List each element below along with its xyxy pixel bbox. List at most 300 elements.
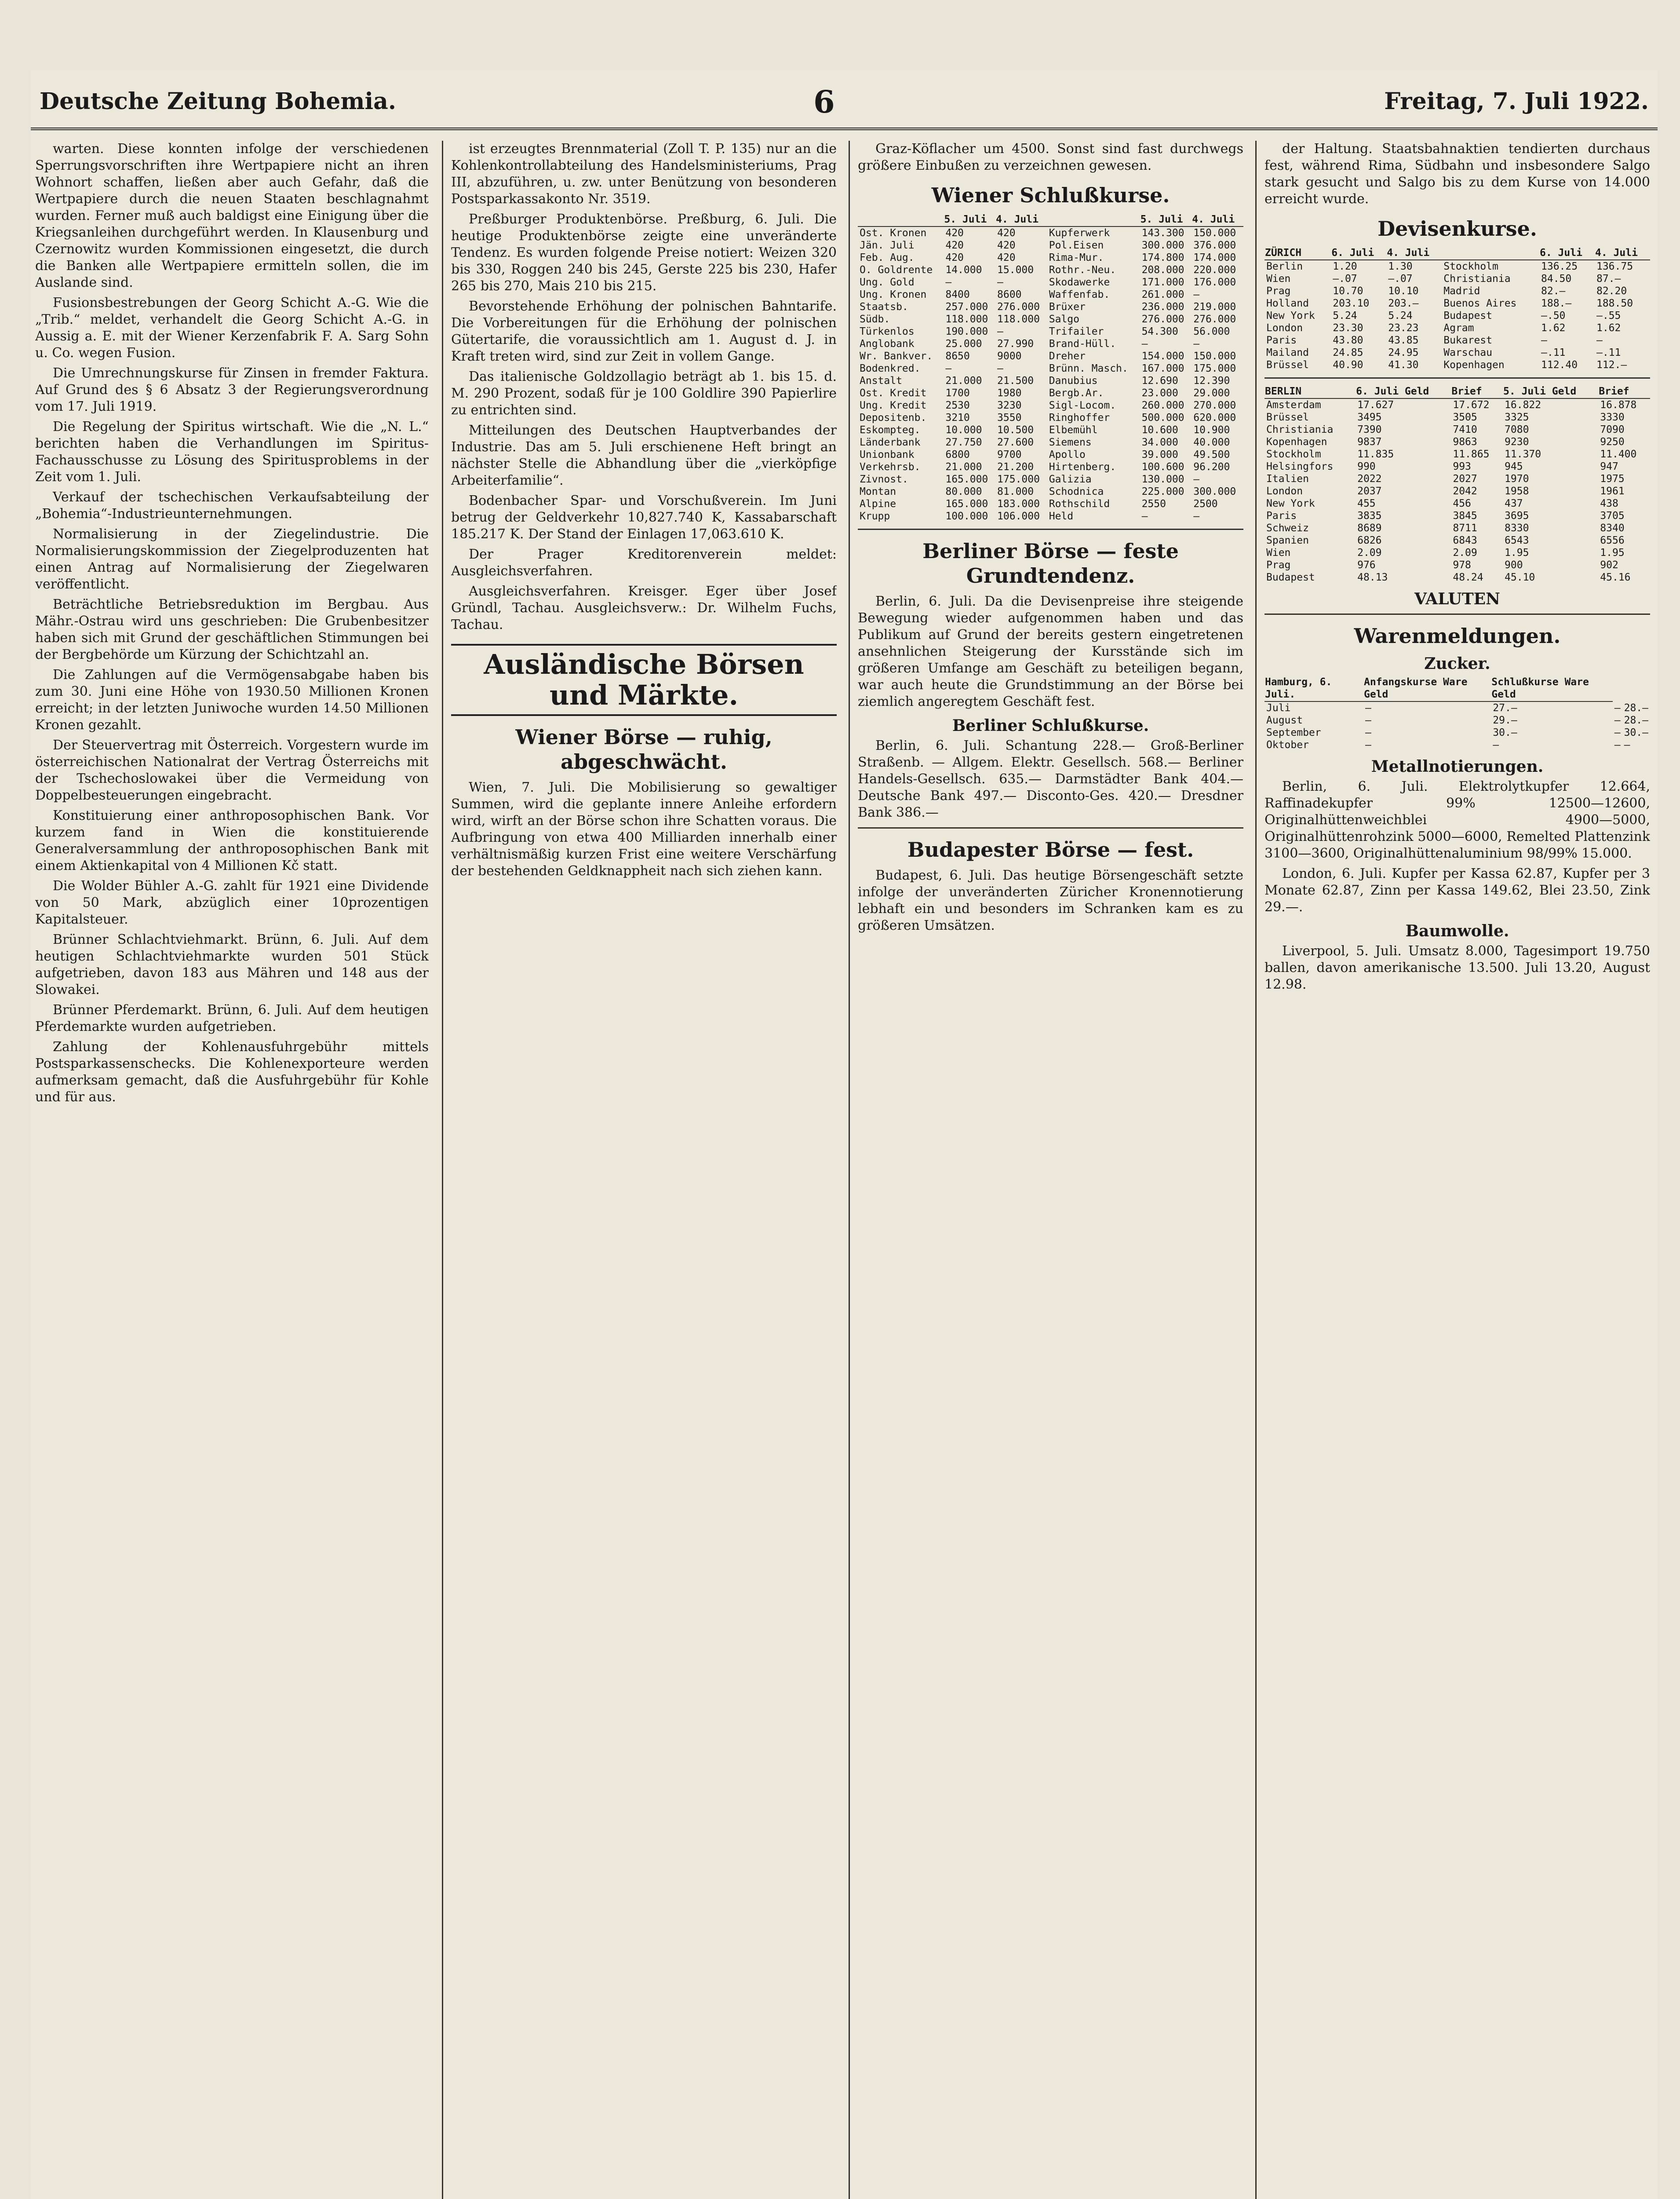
table-cell: 17.672 [1453, 399, 1490, 411]
table-cell: —.11 [1541, 347, 1566, 358]
table-row [858, 473, 1243, 486]
table-cell: 165.000 [945, 498, 988, 510]
table-cell: 900 [1505, 559, 1523, 571]
table-cell: 29.— [1493, 715, 1517, 726]
table-cell: 39.000 [1141, 449, 1178, 460]
table-cell: Elbemühl [1049, 424, 1098, 436]
table-cell: 2.09 [1357, 547, 1382, 559]
table-cell: 10.500 [997, 424, 1034, 436]
table-cell: 23.000 [1141, 387, 1178, 399]
table-row [1265, 273, 1650, 285]
cotton-label: Baumwolle. [1405, 922, 1509, 940]
article-paragraph: Normalisierung in der Ziegelindustrie. Die Normalisierungskommission der Ziegelproduzenten hat einen Antrag auf Normalisierung der Ziegelwaren veröffentlicht. [35, 526, 429, 592]
table-cell: 1975 [1600, 473, 1625, 485]
table-cell: September [1266, 727, 1321, 738]
table-cell: 203.— [1388, 298, 1419, 309]
table-cell: — [1493, 739, 1499, 751]
table-cell: 6843 [1453, 535, 1477, 546]
table-cell: Brüssel [1266, 359, 1309, 371]
table-cell: 9837 [1357, 436, 1382, 448]
table-header-cell: 5. Juli [1140, 213, 1192, 226]
table-cell: Brüxer [1049, 301, 1086, 313]
table-cell: 21.500 [997, 375, 1034, 387]
table-cell: 45.10 [1505, 572, 1535, 583]
table-cell: 276.000 [997, 301, 1040, 313]
table-cell: 176.000 [1193, 277, 1236, 288]
metals-berlin-report: Berlin, 6. Juli. Elektrolytkupfer 12.664, Raffinadekupfer 99% 12500—12600, Originalhüttenweichblei 4900—5000, Originalhüttenrohzink 5000—6000, Remelted Plattenzink 3100—3600, Originalhüttenaluminium 98/99% 15.000. [1265, 779, 1650, 861]
article-paragraph: Verkauf der tschechischen Verkaufsabteilung der „Bohemia“-Industrieunternehmungen. [35, 489, 429, 522]
table-cell: Kopenhagen [1266, 436, 1327, 448]
table-cell: 3495 [1357, 412, 1382, 423]
table-header-cell: 5. Juli Geld [1503, 385, 1598, 398]
table-cell: Kopenhagen [1443, 359, 1505, 371]
table-row [1265, 547, 1650, 559]
table-row [1265, 714, 1650, 727]
issue-date: Freitag, 7. Juli 1922. [1384, 88, 1649, 115]
table-row [858, 313, 1243, 325]
table-cell: 5.24 [1333, 310, 1357, 321]
table-row [858, 449, 1243, 461]
table-cell: Budapest [1443, 310, 1492, 321]
table-cell: — [1614, 715, 1621, 726]
table-cell: 27.600 [997, 437, 1034, 448]
table-cell: 2550 [1141, 498, 1166, 510]
table-cell: Amsterdam [1266, 399, 1321, 411]
table-cell: 3835 [1357, 510, 1382, 522]
table-cell: — [1141, 511, 1148, 522]
table-row [858, 362, 1243, 375]
table-cell: 84.50 [1541, 273, 1572, 285]
berlin-closing-report: Berlin, 6. Juli. Schantung 228.— Groß-Berliner Straßenb. — Allgem. Elektr. Gesellsch. 568.— Berliner Handels-Gesellsch. 635.— Darmstädter Bank 404.— Deutsche Bank 497.— Disconto-Ges. 420.— Dresdner Bank 386.— [858, 738, 1243, 820]
table-header-cell: 4. Juli [1192, 213, 1243, 226]
table-cell: 2037 [1357, 486, 1382, 497]
table-cell: 276.000 [1193, 314, 1236, 325]
table-cell: — [1193, 289, 1200, 300]
table-cell: Waffenfab. [1049, 289, 1110, 300]
table-cell: — [1193, 511, 1200, 522]
table-cell: — [1624, 739, 1630, 751]
table-cell: Jän. Juli [860, 240, 915, 251]
market-report-continued: Graz-Köflacher um 4500. Sonst sind fast durchwegs größere Einbußen zu verzeichnen gewesen. [858, 141, 1243, 173]
table-header-cell [1442, 246, 1539, 260]
table-cell: 11.400 [1600, 449, 1637, 460]
table-row [1265, 739, 1650, 751]
table-header-cell [1047, 213, 1140, 226]
table-cell: 420 [997, 252, 1016, 263]
metals-label: Metallnotierungen. [1371, 757, 1544, 776]
table-cell: 1.30 [1388, 261, 1413, 272]
table-cell: Türkenlos [860, 326, 915, 337]
article-paragraph: Brünner Schlachtviehmarkt. Brünn, 6. Juli. Auf dem heutigen Schlachtviehmarkte wurden 501 Stück aufgetrieben, davon 183 aus Mähren und 148 aus der Slowakei. [35, 932, 429, 997]
table-cell: Depositenb. [860, 412, 927, 424]
table-cell: 27.750 [945, 437, 982, 448]
table-header-cell: 6. Juli Geld [1356, 385, 1451, 398]
table-cell: 9250 [1600, 436, 1625, 448]
table-cell: 14.000 [945, 264, 982, 276]
table-cell: Ung. Gold [860, 277, 915, 288]
table-cell: 220.000 [1193, 264, 1236, 276]
table-cell: 43.85 [1388, 335, 1419, 346]
table-cell: 118.000 [997, 314, 1040, 325]
table-cell: —.50 [1541, 310, 1566, 321]
article-paragraph: Ausgleichsverfahren. Kreisger. Eger über Josef Gründl, Tachau. Ausgleichsverw.: Dr. Wilhelm Fuchs, Tachau. [451, 584, 837, 632]
table-cell: 188.— [1541, 298, 1572, 309]
table-cell: 27.990 [997, 338, 1034, 350]
table-cell: 1.20 [1333, 261, 1357, 272]
table-cell: Wr. Bankver. [860, 351, 933, 362]
article-paragraph: Bevorstehende Erhöhung der polnischen Bahntarife. Die Vorbereitungen für die Erhöhung der polnischen Gütertarife, die voraussichtlich am 1. August d. J. in Kraft treten wird, sind zur Zeit in vollem Gange. [451, 299, 837, 364]
table-cell: 2022 [1357, 473, 1382, 485]
article-paragraph: Die Zahlungen auf die Vermögensabgabe haben bis zum 30. Juni eine Höhe von 1930.50 Millionen Kronen erreicht; in der letzten Juniwoche wurden 14.50 Millionen Kronen gezahlt. [35, 667, 429, 733]
table-cell: Madrid [1443, 285, 1480, 297]
table-cell: 10.600 [1141, 424, 1178, 436]
table-cell: — [1614, 739, 1621, 751]
berlin-rates-table [1265, 385, 1650, 584]
table-cell: 45.16 [1600, 572, 1631, 583]
article-paragraph: Der Prager Kreditorenverein meldet: Ausgleichsverfahren. [451, 547, 837, 579]
table-row [1265, 497, 1650, 510]
table-cell: 3230 [997, 400, 1022, 411]
table-cell: 188.50 [1596, 298, 1633, 309]
table-cell: 2042 [1453, 486, 1477, 497]
table-cell: Brüssel [1266, 412, 1309, 423]
table-cell: London [1266, 486, 1303, 497]
budapest-exchange-title: Budapester Börse — fest. [907, 838, 1194, 862]
table-cell: New York [1266, 310, 1315, 321]
table-cell: 81.000 [997, 486, 1034, 497]
table-row [858, 399, 1243, 412]
cotton-report: Liverpool, 5. Juli. Umsatz 8.000, Tagesimport 19.750 ballen, davon amerikanische 13.500. Juli 13.20, August 12.98. [1265, 943, 1650, 992]
table-cell: Feb. Aug. [860, 252, 915, 263]
valuten-label: VALUTEN [1414, 590, 1500, 608]
table-cell: 1.95 [1505, 547, 1529, 559]
column-2 [442, 141, 837, 2199]
table-cell: 455 [1357, 498, 1376, 509]
table-header-cell: 4. Juli [1595, 246, 1650, 260]
table-cell: 1958 [1505, 486, 1529, 497]
table-cell: 1961 [1600, 486, 1625, 497]
table-cell: 56.000 [1193, 326, 1230, 337]
table-row [1265, 559, 1650, 571]
table-cell: Siemens [1049, 437, 1092, 448]
table-cell: 41.30 [1388, 359, 1419, 371]
table-cell: Christiania [1266, 424, 1334, 435]
table-cell: 150.000 [1193, 351, 1236, 362]
table-cell: Hirtenberg. [1049, 461, 1116, 473]
table-cell: 260.000 [1141, 400, 1184, 411]
table-cell: 7410 [1453, 424, 1477, 435]
table-cell: 990 [1357, 461, 1376, 472]
table-cell: Ringhoffer [1049, 412, 1110, 424]
table-row [1265, 460, 1650, 473]
table-cell: 2.09 [1453, 547, 1477, 559]
table-cell: 300.000 [1193, 486, 1236, 497]
table-cell: Agram [1443, 322, 1474, 334]
column-3 [849, 141, 1243, 2199]
table-row [858, 252, 1243, 264]
table-cell: Schodnica [1049, 486, 1104, 497]
table-cell: Mailand [1266, 347, 1309, 358]
table-cell: Ung. Kredit [860, 400, 927, 411]
table-cell: 40.000 [1193, 437, 1230, 448]
table-cell: 100.600 [1141, 461, 1184, 473]
vienna-closing-table [858, 213, 1243, 522]
table-cell: 437 [1505, 498, 1523, 509]
table-row [858, 289, 1243, 301]
table-cell: Bukarest [1443, 335, 1492, 346]
table-cell: 23.30 [1333, 322, 1363, 334]
table-cell: 3705 [1600, 510, 1625, 522]
table-cell: 100.000 [945, 511, 988, 522]
table-cell: 6543 [1505, 535, 1529, 546]
table-row [858, 350, 1243, 362]
page-header [31, 70, 1658, 130]
table-cell: Anglobank [860, 338, 915, 350]
table-cell: Staatsb. [860, 301, 908, 313]
table-cell: 8340 [1600, 522, 1625, 534]
sugar-label: Zucker. [1424, 654, 1490, 673]
table-cell: 8650 [945, 351, 970, 362]
table-row [1265, 297, 1650, 310]
table-cell: 24.85 [1333, 347, 1363, 358]
table-cell: Christiania [1443, 273, 1511, 285]
budapest-exchange-report: Budapest, 6. Juli. Das heutige Börsengeschäft setzte infolge der unveränderten Züricher Kronennotierung lebhaft ein und besonders im Schranken kam es zu größeren Umsätzen. [858, 868, 1243, 933]
table-cell: Pol.Eisen [1049, 240, 1104, 251]
table-row [1265, 485, 1650, 497]
table-row [1265, 334, 1650, 347]
article-paragraph: Konstituierung einer anthroposophischen Bank. Vor kurzem fand in Wien die konstituierende Generalversammlung der anthroposophischen Bank mit einem Aktienkapital von 4 Millionen Kč statt. [35, 808, 429, 873]
table-cell: Berlin [1266, 261, 1303, 272]
table-cell: Skodawerke [1049, 277, 1110, 288]
table-cell: Oktober [1266, 739, 1309, 751]
table-cell: 10.900 [1193, 424, 1230, 436]
table-cell: Brand-Hüll. [1049, 338, 1116, 350]
table-cell: 3550 [997, 412, 1022, 424]
table-cell: 3845 [1453, 510, 1477, 522]
table-cell: 183.000 [997, 498, 1040, 510]
table-cell: 2530 [945, 400, 970, 411]
table-row [1265, 322, 1650, 334]
table-cell: Krupp [860, 511, 890, 522]
table-cell: — [1541, 335, 1547, 346]
table-cell: 27.— [1493, 702, 1517, 714]
table-cell: 257.000 [945, 301, 988, 313]
table-cell: Kupferwerk [1049, 227, 1110, 239]
table-row [858, 436, 1243, 449]
table-cell: —.55 [1596, 310, 1621, 321]
table-cell: 1.62 [1596, 322, 1621, 334]
table-row [858, 375, 1243, 387]
article-paragraph: Der Steuervertrag mit Österreich. Vorgestern wurde im österreichischen Nationalrat der Vertrag Österreichs mit der Tschechoslowakei über die Vermeidung von Doppelbesteuerungen eingebracht. [35, 738, 429, 803]
table-cell: 28.— [1624, 702, 1648, 714]
table-cell: —.07 [1388, 273, 1413, 285]
table-cell: 6556 [1600, 535, 1625, 546]
table-cell: 10.70 [1333, 285, 1363, 297]
article-paragraph: Die Wolder Bühler A.-G. zahlt für 1921 eine Dividende von 50 Mark, abzüglich einer 10prozentigen Kapitalsteuer. [35, 878, 429, 927]
table-row [1265, 260, 1650, 273]
table-cell: 219.000 [1193, 301, 1236, 313]
table-cell: 376.000 [1193, 240, 1236, 251]
article-paragraph: Die Regelung der Spiritus wirtschaft. Wie die „N. L.“ berichten haben die Verhandlungen im Spiritus-Fachausschusse zu Lösung des Spiritusproblems in der Zeit vom 1. Juli. [35, 419, 429, 485]
table-cell: 175.000 [1193, 363, 1236, 374]
table-cell: 23.23 [1388, 322, 1419, 334]
table-header-cell: 6. Juli [1331, 246, 1386, 260]
table-row [858, 276, 1243, 289]
table-cell: Trifailer [1049, 326, 1104, 337]
table-cell: 30.— [1624, 727, 1648, 738]
table-cell: Brünn. Masch. [1049, 363, 1128, 374]
table-cell: — [1596, 335, 1603, 346]
table-row [1265, 701, 1650, 714]
table-cell: 993 [1453, 461, 1471, 472]
table-cell: 43.80 [1333, 335, 1363, 346]
table-row [858, 338, 1243, 350]
column-1-articles [35, 141, 429, 1106]
table-cell: Südb. [860, 314, 890, 325]
article-paragraph: Die Umrechnungskurse für Zinsen in fremder Faktura. Auf Grund des § 6 Absatz 3 der Regierungsverordnung vom 17. Juli 1919. [35, 365, 429, 414]
table-cell: — [1365, 715, 1371, 726]
table-row [1265, 359, 1650, 371]
table-cell: Salgo [1049, 314, 1079, 325]
table-row [1265, 398, 1650, 411]
article-paragraph: Mitteilungen des Deutschen Hauptverbandes der Industrie. Das am 5. Juli erschienene Heft bringt an nächster Stelle die Abhandlung über die „vierköpfige Arbeiterfamilie“. [451, 423, 837, 488]
table-cell: Holland [1266, 298, 1309, 309]
zurich-rates-table [1265, 246, 1650, 371]
table-cell: 167.000 [1141, 363, 1184, 374]
table-row [858, 498, 1243, 510]
table-cell: 150.000 [1193, 227, 1236, 239]
table-cell: 54.300 [1141, 326, 1178, 337]
table-cell: 15.000 [997, 264, 1034, 276]
table-cell: 80.000 [945, 486, 982, 497]
column-4 [1255, 141, 1650, 2199]
table-cell: 420 [945, 227, 964, 239]
table-cell: August [1266, 715, 1303, 726]
table-cell: Alpine [860, 498, 896, 510]
table-cell: 8400 [945, 289, 970, 300]
table-cell: — [997, 277, 1003, 288]
table-cell: 500.000 [1141, 412, 1184, 424]
table-row [1265, 448, 1650, 460]
table-cell: Verkehrsb. [860, 461, 921, 473]
table-row [858, 510, 1243, 522]
table-cell: 1.95 [1600, 547, 1625, 559]
table-cell: Italien [1266, 473, 1309, 485]
table-cell: 11.835 [1357, 449, 1394, 460]
table-cell: O. Goldrente [860, 264, 933, 276]
table-cell: 2027 [1453, 473, 1477, 485]
table-cell: 25.000 [945, 338, 982, 350]
table-cell: 8600 [997, 289, 1022, 300]
table-cell: 902 [1600, 559, 1618, 571]
table-cell: 30.— [1493, 727, 1517, 738]
table-cell: Buenos Aires [1443, 298, 1517, 309]
table-row [858, 412, 1243, 424]
table-row [1265, 510, 1650, 522]
table-cell: 16.878 [1600, 399, 1637, 411]
newspaper-name: Deutsche Zeitung Bohemia. [40, 88, 396, 115]
table-row [1265, 310, 1650, 322]
table-cell: 420 [945, 252, 964, 263]
table-cell: 9000 [997, 351, 1022, 362]
table-cell: Länderbank [860, 437, 921, 448]
table-cell: 87.— [1596, 273, 1621, 285]
table-cell: 29.000 [1193, 387, 1230, 399]
table-row [1265, 347, 1650, 359]
table-cell: 208.000 [1141, 264, 1184, 276]
table-cell: 3505 [1453, 412, 1477, 423]
table-header-cell: 6. Juli [1539, 246, 1595, 260]
article-paragraph: ist erzeugtes Brennmaterial (Zoll T. P. 135) nur an die Kohlenkontrollabteilung des Handelsministeriums, Prag III, abzuführen, u. zw. unter Benützung von besonderen Postsparkassakonto Nr. 3519. [451, 141, 837, 207]
table-header-cell: Hamburg, 6. Juli. [1265, 676, 1363, 701]
table-cell: 300.000 [1141, 240, 1184, 251]
table-cell: 270.000 [1193, 400, 1236, 411]
table-cell: 118.000 [945, 314, 988, 325]
table-cell: 175.000 [997, 474, 1040, 485]
table-cell: 174.800 [1141, 252, 1184, 263]
table-cell: Wien [1266, 547, 1291, 559]
table-cell: Paris [1266, 510, 1297, 522]
table-cell: 438 [1600, 498, 1618, 509]
table-row [858, 325, 1243, 338]
table-header-cell [858, 213, 944, 226]
metals-london-report: London, 6. Juli. Kupfer per Kassa 62.87, Kupfer per 3 Monate 62.87, Zinn per Kassa 149.62, Blei 23.50, Zink 29.—. [1265, 866, 1650, 915]
table-cell: — [1365, 739, 1371, 751]
table-cell: — [945, 277, 952, 288]
table-cell: 28.— [1624, 715, 1648, 726]
table-cell: 82.— [1541, 285, 1566, 297]
table-row [858, 301, 1243, 313]
table-row [858, 264, 1243, 276]
article-paragraph: Brünner Pferdemarkt. Brünn, 6. Juli. Auf dem heutigen Pferdemarkte wurden aufgetrieben. [35, 1002, 429, 1034]
table-cell: 7080 [1505, 424, 1529, 435]
table-cell: 143.300 [1141, 227, 1184, 239]
table-cell: Stockholm [1443, 261, 1498, 272]
table-cell: 1970 [1505, 473, 1529, 485]
table-cell: Spanien [1266, 535, 1309, 546]
table-cell: 7090 [1600, 424, 1625, 435]
page-number: 6 [813, 84, 835, 120]
table-cell: 3210 [945, 412, 970, 424]
table-cell: —.07 [1333, 273, 1357, 285]
table-cell: 3325 [1505, 412, 1529, 423]
table-cell: — [945, 363, 952, 374]
table-cell: 24.95 [1388, 347, 1419, 358]
table-row [1265, 571, 1650, 584]
table-cell: Ost. Kredit [860, 387, 927, 399]
table-cell: 17.627 [1357, 399, 1394, 411]
table-cell: Danubius [1049, 375, 1098, 387]
table-cell: 8711 [1453, 522, 1477, 534]
table-cell: 420 [945, 240, 964, 251]
table-row [1265, 436, 1650, 448]
table-cell: 8689 [1357, 522, 1382, 534]
article-paragraph: Bodenbacher Spar- und Vorschußverein. Im Juni betrug der Geldverkehr 10,827.740 K, Kassabarschaft 185.217 K. Der Stand der Einlagen 17,063.610 K. [451, 493, 837, 542]
table-cell: —.11 [1596, 347, 1621, 358]
table-cell: 9230 [1505, 436, 1529, 448]
newspaper-page [31, 70, 1658, 2199]
table-header-cell: BERLIN [1265, 385, 1356, 398]
table-cell: 10.000 [945, 424, 982, 436]
table-cell: 203.10 [1333, 298, 1370, 309]
table-header-cell: Brief [1451, 385, 1503, 398]
table-row [858, 486, 1243, 498]
table-cell: 11.370 [1505, 449, 1542, 460]
table-cell: 106.000 [997, 511, 1040, 522]
table-row [1265, 285, 1650, 297]
table-cell: 48.13 [1357, 572, 1388, 583]
table-cell: 9700 [997, 449, 1022, 460]
